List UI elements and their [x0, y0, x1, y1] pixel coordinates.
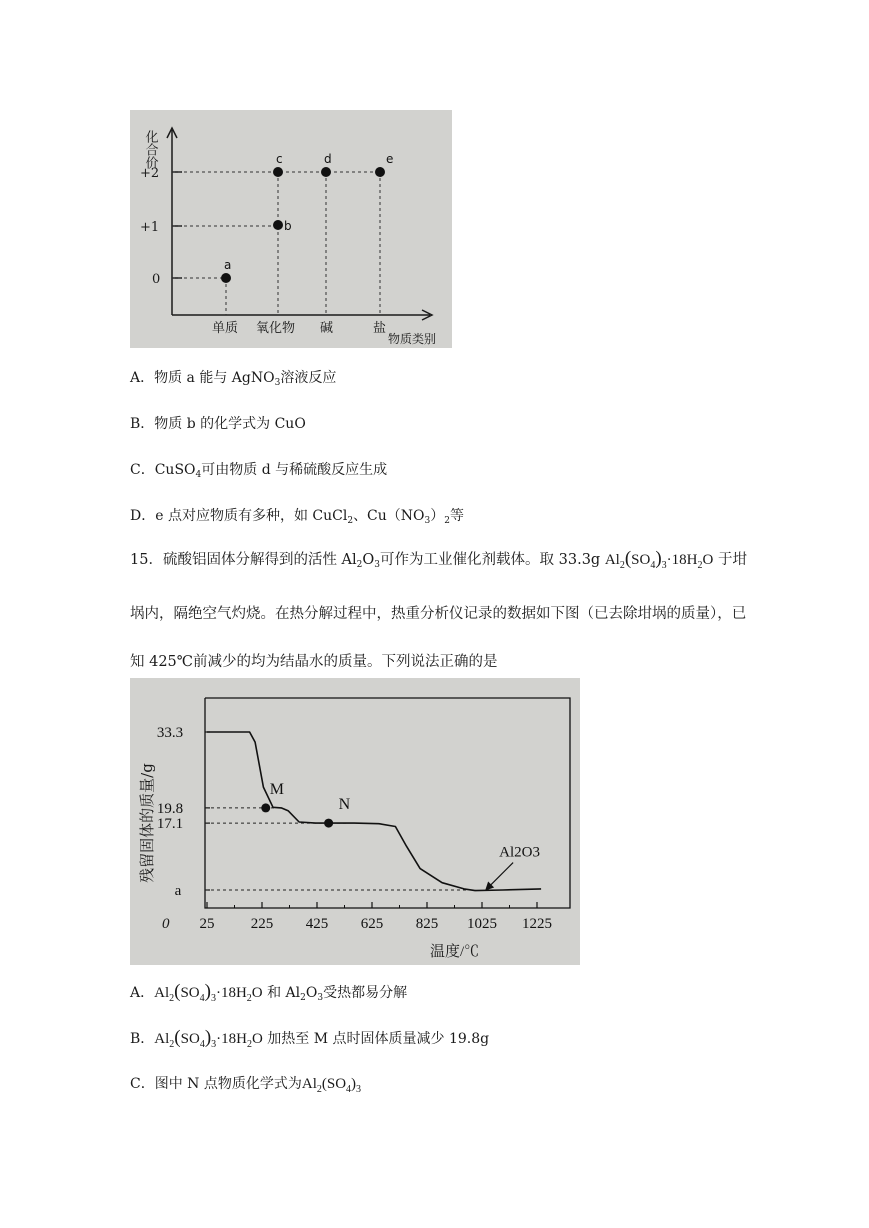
x-category-1: 氧化物	[256, 321, 296, 336]
valence-chart-figure	[130, 110, 452, 348]
q15-sub-1: 2	[356, 560, 363, 570]
option-c-text: C．CuSO	[130, 462, 196, 478]
tga-chart-figure	[130, 678, 580, 965]
option-b-prefix: B．	[130, 1031, 155, 1047]
point-label-b: b	[284, 219, 292, 233]
dashed-guides	[172, 172, 380, 315]
point-e	[375, 167, 385, 177]
x-tick-label: 825	[415, 916, 439, 932]
option-c-suffix: 可由物质 d 与稀硫酸反应生成	[201, 462, 388, 478]
option-a-suffix: 溶液反应	[280, 370, 337, 386]
x-tick-label: 625	[360, 916, 384, 932]
q15-option-b	[130, 1028, 489, 1055]
option-a-sub2: 3	[317, 993, 324, 1003]
option-b-formula: $Al_2(SO_4)_3\cdot 18H_2O$	[154, 1027, 263, 1050]
q15-formula: $Al_2(SO_4)_3\cdot 18H_2O$	[604, 548, 714, 571]
point-label-d: d	[324, 152, 332, 166]
y-tick-label: 17.1	[156, 816, 184, 833]
q14-option-b	[130, 414, 306, 434]
tga-plot	[157, 698, 570, 932]
tga-chart-svg	[130, 678, 580, 965]
option-d-mid: 、Cu（NO	[353, 508, 425, 524]
q15-stem	[130, 535, 750, 686]
q15-text-2: O	[362, 552, 375, 568]
option-d-sub2: 3	[424, 516, 431, 526]
y-tick-label: 19.8	[156, 800, 184, 817]
point-m	[261, 803, 270, 812]
option-d-sub1: 2	[347, 516, 354, 526]
origin-label: 0	[162, 916, 170, 932]
point-label-al2o3: Al2O3	[499, 844, 540, 861]
option-a-sub: 3	[274, 378, 281, 388]
option-a-end: 受热都易分解	[323, 985, 408, 1001]
point-n	[324, 819, 333, 828]
option-d-sub3: 2	[444, 516, 450, 526]
option-d-close: ）	[430, 508, 445, 524]
x-tick-label: 25	[199, 916, 215, 932]
q15-text-1: 15．硫酸铝固体分解得到的活性 Al	[130, 552, 357, 568]
x-category-2: 碱	[320, 321, 334, 336]
point-label-c: c	[276, 152, 283, 166]
option-d-text: D．e 点对应物质有多种，如 CuCl	[130, 508, 348, 524]
q14-option-d	[130, 506, 464, 531]
option-a-prefix: A．	[130, 985, 155, 1001]
q14-option-c	[130, 460, 387, 485]
y-tick-plus1: +1	[140, 220, 160, 235]
x-category-0: 单质	[212, 321, 239, 336]
q15-sub-2: 3	[374, 560, 381, 570]
tga-curve	[207, 732, 541, 891]
q15-text-3: 可作为工业催化剂载体。取 33.3g	[380, 552, 605, 568]
point-label-a: a	[224, 258, 232, 272]
option-b-text: B．物质 b 的化学式为 CuO	[130, 416, 306, 432]
q15-option-a	[130, 982, 407, 1009]
x-axis-label: 物质类别	[388, 332, 437, 346]
x-tick-label: 225	[250, 916, 274, 932]
point-label-n: N	[338, 796, 351, 814]
option-c-prefix: C．图中 N 点物质化学式为	[130, 1076, 302, 1092]
point-b	[273, 220, 283, 230]
point-label-e: e	[386, 152, 394, 166]
option-a-o: O	[305, 985, 318, 1001]
y-axis-label: 化合价	[142, 130, 158, 169]
point-d	[321, 167, 331, 177]
x-tick-label: 425	[305, 916, 329, 932]
x-tick-label: 1025	[467, 916, 497, 932]
y-axis-label: 残留固体的质量/g	[138, 763, 156, 883]
q15-option-c	[130, 1074, 361, 1100]
y-tick-plus2: +2	[140, 166, 160, 181]
option-c-formula: $Al_2(SO_4)_3$	[301, 1076, 362, 1095]
y-tick-0: 0	[152, 272, 161, 287]
valence-chart-svg	[130, 110, 452, 348]
x-category-3: 盐	[373, 321, 387, 336]
option-d-suffix: 等	[450, 508, 464, 524]
x-axis-label: 温度/℃	[430, 944, 480, 960]
point-label-m: M	[269, 780, 284, 798]
option-c-sub: 4	[195, 470, 202, 480]
option-a-text: A．物质 a 能与 AgNO	[130, 370, 275, 386]
point-c	[273, 167, 283, 177]
option-a-mid: 和 Al	[262, 985, 301, 1001]
q15-text-4: 于坩埚内，隔绝空气灼烧。在热分解过程中，热重分析仪记录的数据如下图（已去除坩埚的质量），已知 425℃前减少的均为结晶水的质量。下列说法正确的是	[130, 552, 747, 670]
y-tick-label: 33.3	[156, 725, 184, 741]
q14-option-a	[130, 368, 336, 393]
plot-frame	[205, 698, 570, 908]
x-tick-label: 1225	[522, 916, 552, 932]
option-a-sub1: 2	[300, 993, 306, 1003]
option-b-suffix: 加热至 M 点时固体质量减少 19.8g	[262, 1031, 490, 1047]
option-a-formula: $Al_2(SO_4)_3\cdot 18H_2O$	[154, 981, 263, 1004]
y-tick-label: a	[174, 883, 182, 899]
point-a	[221, 273, 231, 283]
